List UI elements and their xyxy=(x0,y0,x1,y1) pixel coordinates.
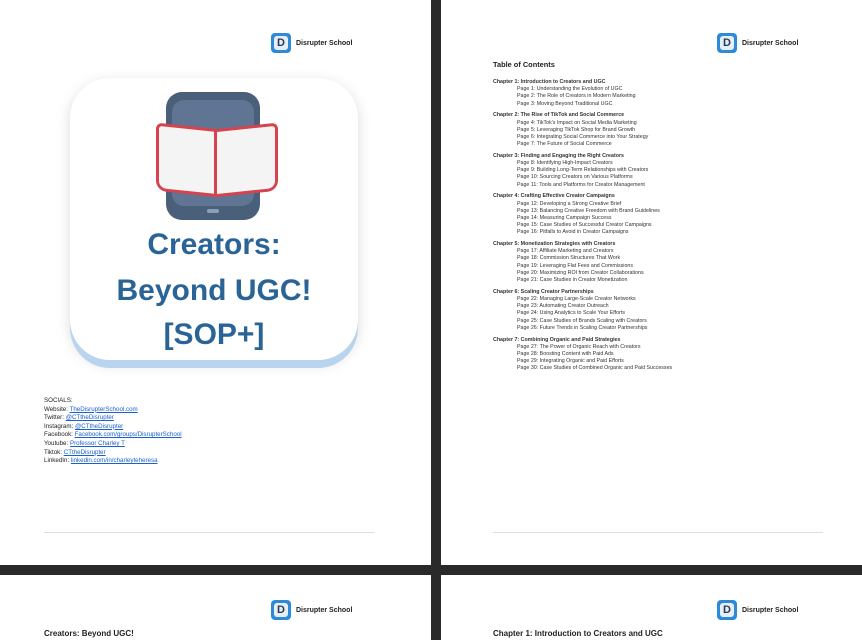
brand-logo xyxy=(717,600,798,620)
toc-page-entry[interactable]: Page 21: Case Studies in Creator Monetization xyxy=(517,277,628,284)
page-footer xyxy=(493,532,823,537)
toc-page xyxy=(441,0,862,565)
cover-title-line-1: Creators: xyxy=(147,228,281,261)
toc-page-entry[interactable]: Page 16: Pitfalls to Avoid in Creator Campaigns xyxy=(517,229,629,236)
book-icon-right xyxy=(214,123,278,198)
cover-title-line-2: Beyond UGC! xyxy=(116,274,312,307)
toc-page-entry[interactable]: Page 17: Affiliate Marketing and Creators xyxy=(517,248,614,255)
toc-page-entry[interactable]: Page 18: Commission Structures That Work xyxy=(517,255,621,262)
social-row xyxy=(44,423,182,432)
social-link[interactable]: linkedin.com/in/charleyteheresa xyxy=(70,457,158,465)
logo-icon xyxy=(271,600,291,620)
toc-page-entry[interactable]: Page 5: Leveraging TikTok Shop for Brand Growth xyxy=(517,126,636,133)
toc-page-entry[interactable]: Page 13: Balancing Creative Freedom with Brand Guidelines xyxy=(517,207,660,214)
brand-name: Disrupter School xyxy=(742,606,799,614)
brand-name: Disrupter School xyxy=(742,39,799,47)
toc-page-entry[interactable]: Page 3: Moving Beyond Traditional UGC xyxy=(517,100,613,107)
toc-page-entry[interactable]: Page 30: Case Studies of Combined Organic and Paid Successes xyxy=(517,365,673,372)
toc-page-entry[interactable]: Page 2: The Role of Creators in Modern Marketing xyxy=(517,93,636,100)
toc-page-entry[interactable]: Page 1: Understanding the Evolution of UGC xyxy=(517,86,623,93)
book-icon xyxy=(156,123,220,198)
brand-logo xyxy=(271,600,352,620)
logo-letter: D xyxy=(274,36,288,50)
toc-page-entry[interactable]: Page 10: Sourcing Creators on Various Platforms xyxy=(517,174,633,181)
toc-chapter[interactable]: Chapter 2: The Rise of TikTok and Social Commerce xyxy=(493,112,625,119)
toc-page-entry[interactable]: Page 8: Identifying High-Impact Creators xyxy=(517,160,613,167)
toc-page-entry[interactable]: Page 14: Measuring Campaign Success xyxy=(517,214,612,221)
logo-letter: D xyxy=(720,36,734,50)
toc-page-entry[interactable]: Page 26: Future Trends in Scaling Creator Partnerships xyxy=(517,324,648,331)
page-title: Creators: Beyond UGC! xyxy=(44,629,134,638)
social-link[interactable]: Professor Charley T xyxy=(69,439,125,447)
toc-chapter[interactable]: Chapter 5: Monetization Strategies with Creators xyxy=(493,241,616,248)
toc-page-entry[interactable]: Page 22: Managing Large-Scale Creator Networks xyxy=(517,295,636,302)
social-row xyxy=(44,440,182,449)
toc-chapter[interactable]: Chapter 7: Combining Organic and Paid Strategies xyxy=(493,336,621,343)
social-row xyxy=(44,406,182,415)
social-label: Instagram: xyxy=(44,422,74,430)
social-row xyxy=(44,431,182,440)
logo-letter: D xyxy=(720,603,734,617)
socials-section xyxy=(44,397,182,466)
brand-name: Disrupter School xyxy=(296,39,353,47)
page-footer xyxy=(44,532,374,537)
toc-page-entry[interactable]: Page 12: Developing a Strong Creative Brief xyxy=(517,200,622,207)
toc-page-entry[interactable]: Page 7: The Future of Social Commerce xyxy=(517,141,612,148)
logo-icon xyxy=(271,33,291,53)
toc-page-entry[interactable]: Page 25: Case Studies of Brands Scaling with Creators xyxy=(517,317,647,324)
toc-chapter[interactable]: Chapter 4: Crafting Effective Creator Campaigns xyxy=(493,193,615,200)
social-label: Twitter: xyxy=(44,414,64,422)
social-label: Website: xyxy=(44,405,68,413)
brand-logo xyxy=(717,33,798,53)
social-link[interactable]: Facebook.com/groups/DisrupterSchool xyxy=(74,431,182,439)
toc-chapter[interactable]: Chapter 3: Finding and Engaging the Right Creators xyxy=(493,152,624,159)
toc-chapter[interactable]: Chapter 1: Introduction to Creators and UGC xyxy=(493,79,606,85)
content-page-4 xyxy=(441,575,862,640)
brand-logo xyxy=(271,33,352,53)
social-row xyxy=(44,449,182,458)
social-label: Youtube: xyxy=(44,439,69,447)
toc-page-entry[interactable]: Page 11: Tools and Platforms for Creator Management xyxy=(517,181,645,188)
social-row xyxy=(44,457,182,466)
social-label: Tiktok: xyxy=(44,448,62,456)
logo-icon xyxy=(717,33,737,53)
toc-page-entry[interactable]: Page 23: Automating Creator Outreach xyxy=(517,303,609,310)
social-row xyxy=(44,414,182,423)
toc-page-entry[interactable]: Page 27: The Power of Organic Reach with Creators xyxy=(517,343,641,350)
socials-heading: SOCIALS: xyxy=(44,397,73,404)
toc-title: Table of Contents xyxy=(493,60,555,69)
social-link[interactable]: @CTtheDisrupter xyxy=(65,414,114,422)
logo-letter: D xyxy=(274,603,288,617)
cover-card xyxy=(70,78,358,360)
social-link[interactable]: TheDisrupterSchool.com xyxy=(69,405,138,413)
toc-chapter[interactable]: Chapter 6: Scaling Creator Partnerships xyxy=(493,288,594,295)
toc-page-entry[interactable]: Page 20: Maximizing ROI from Creator Collaborations xyxy=(517,269,644,276)
cover-page xyxy=(0,0,431,565)
social-label: Facebook: xyxy=(44,431,73,439)
page-title: Chapter 1: Introduction to Creators and UGC xyxy=(493,629,663,638)
toc-page-entry[interactable]: Page 4: TikTok's Impact on Social Media Marketing xyxy=(517,119,637,126)
cover-title-line-3: [SOP+] xyxy=(163,318,265,351)
social-link[interactable]: CTtheDisrupter xyxy=(63,448,106,456)
content-page-3 xyxy=(0,575,431,640)
toc-page-entry[interactable]: Page 29: Integrating Organic and Paid Efforts xyxy=(517,358,624,365)
brand-name: Disrupter School xyxy=(296,606,353,614)
social-link[interactable]: @CTtheDisrupter xyxy=(74,422,124,430)
social-label: LinkedIn: xyxy=(44,457,70,465)
toc-page-entry[interactable]: Page 15: Case Studies of Successful Creator Campaigns xyxy=(517,222,652,229)
toc-list xyxy=(493,79,672,373)
toc-page-entry[interactable]: Page 6: Integrating Social Commerce into Your Strategy xyxy=(517,133,649,140)
logo-icon xyxy=(717,600,737,620)
toc-page-entry[interactable]: Page 9: Building Long-Term Relationships with Creators xyxy=(517,167,649,174)
toc-page-entry[interactable]: Page 28: Boosting Content with Paid Ads xyxy=(517,350,614,357)
toc-page-entry[interactable]: Page 24: Using Analytics to Scale Your Efforts xyxy=(517,310,625,317)
toc-page-entry[interactable]: Page 19: Leveraging Flat Fees and Commissions xyxy=(517,262,634,269)
